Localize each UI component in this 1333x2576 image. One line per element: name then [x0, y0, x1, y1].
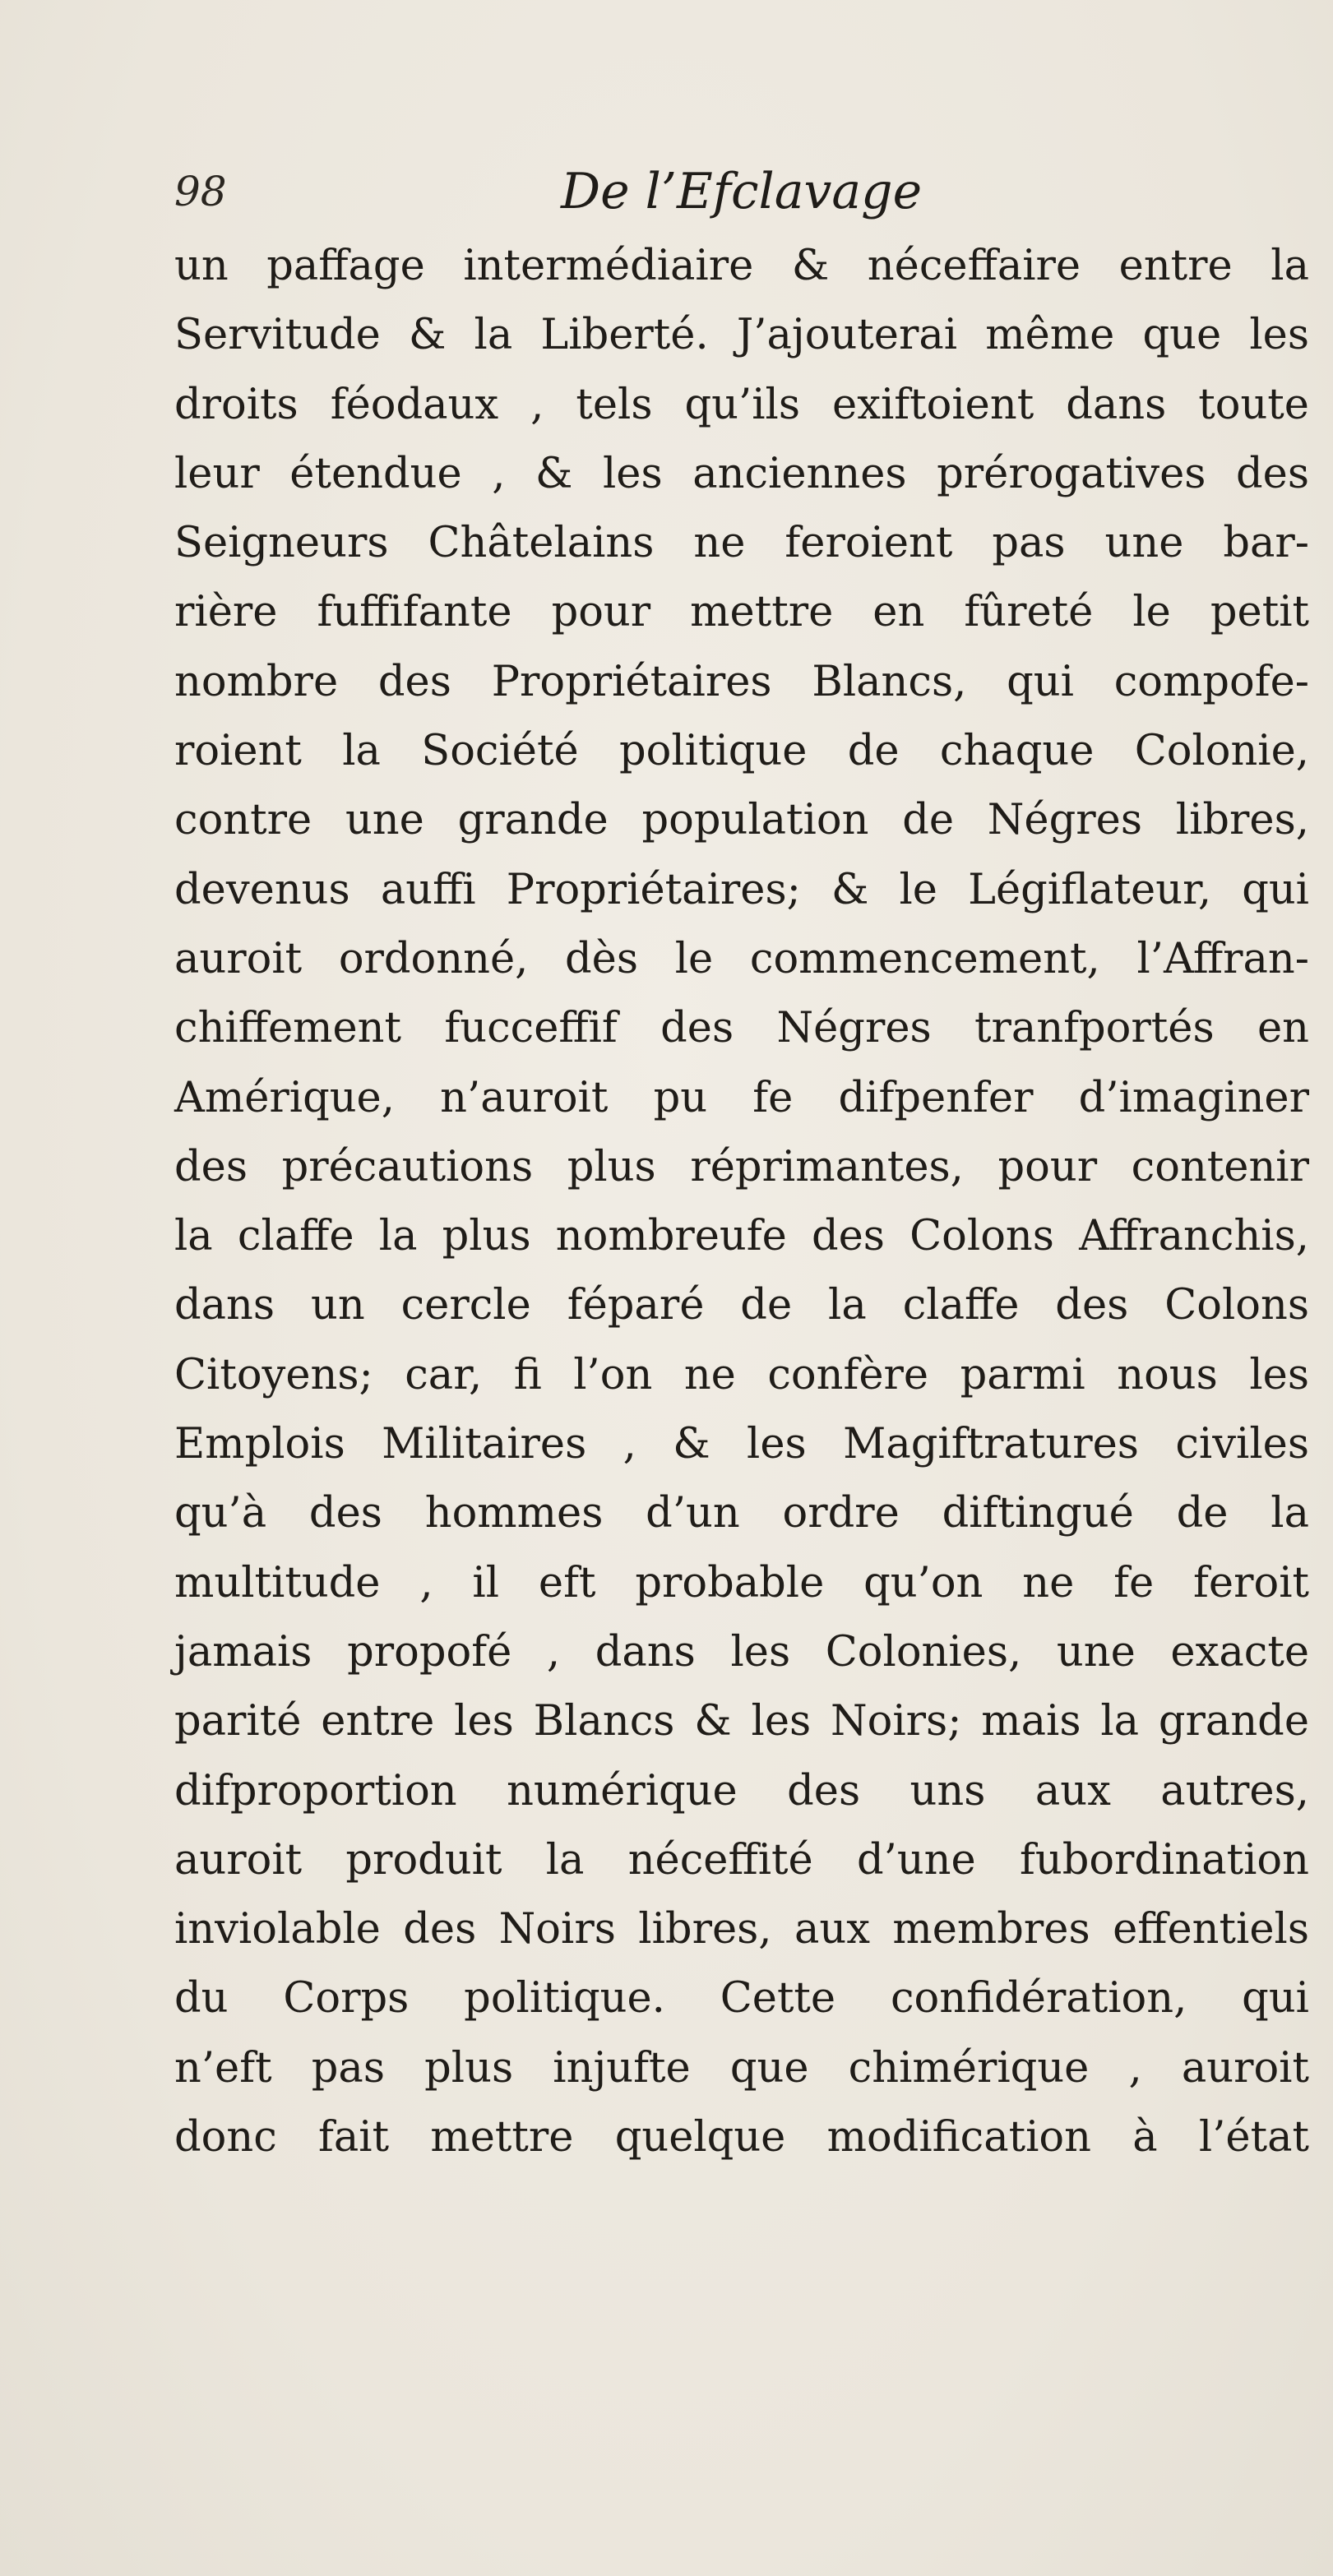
text-line: du Corps politique. Cette confidération, qui	[174, 1974, 1309, 2023]
text-line: leur étendue , & les anciennes prérogatives des	[174, 449, 1309, 498]
text-line: rière fuffifante pour mettre en fûreté le petit	[174, 588, 1309, 637]
text-line: Emplois Militaires , & les Magiftratures civiles	[174, 1420, 1309, 1469]
text-line: contre une grande population de Négres libres,	[174, 796, 1309, 845]
text-line: la claffe la plus nombreufe des Colons Affranchis,	[174, 1212, 1309, 1261]
text-line: auroit ordonné, dès le commencement, l’Affran-	[174, 934, 1309, 983]
text-line: auroit produit la néceffité d’une fubordination	[174, 1835, 1309, 1885]
text-line: un paffage intermédiaire & néceffaire entre la	[174, 242, 1309, 290]
text-line: roient la Société politique de chaque Colonie,	[174, 727, 1309, 776]
text-line: parité entre les Blancs & les Noirs; mais la grande	[174, 1697, 1309, 1746]
running-title: De l’Efclavage	[561, 163, 923, 220]
text-line: dans un cercle féparé de la claffe des Colons	[174, 1281, 1309, 1330]
page-header	[174, 163, 1309, 237]
page-number: 98	[174, 168, 227, 215]
text-line: multitude , il eft probable qu’on ne fe feroit	[174, 1558, 1309, 1607]
body-text	[174, 232, 1309, 2172]
text-line: inviolable des Noirs libres, aux membres effentiels	[174, 1905, 1309, 1954]
text-line: Citoyens; car, fi l’on ne confère parmi nous les	[174, 1350, 1309, 1399]
text-line: nombre des Propriétaires Blancs, qui compofe-	[174, 657, 1309, 706]
text-line: chiffement fucceffif des Négres tranfportés en	[174, 1004, 1309, 1053]
text-line: Amérique, n’auroit pu fe difpenfer d’imaginer	[174, 1073, 1309, 1122]
text-line: devenus auffi Propriétaires; & le Légiflateur, qui	[174, 865, 1309, 914]
text-line: droits féodaux , tels qu’ils exiftoient dans toute	[174, 380, 1309, 429]
text-line: difproportion numérique des uns aux autres,	[174, 1766, 1309, 1815]
text-line: des précautions plus réprimantes, pour contenir	[174, 1142, 1309, 1191]
text-line: n’eft pas plus injufte que chimérique , auroit	[174, 2043, 1309, 2093]
text-line: Seigneurs Châtelains ne feroient pas une bar-	[174, 519, 1309, 568]
text-line: donc fait mettre quelque modification à l’état	[174, 2113, 1309, 2162]
text-line: Servitude & la Liberté. J’ajouterai même que les	[174, 311, 1309, 360]
text-line: qu’à des hommes d’un ordre diftingué de la	[174, 1489, 1309, 1538]
text-line: jamais propofé , dans les Colonies, une exacte	[174, 1627, 1309, 1676]
